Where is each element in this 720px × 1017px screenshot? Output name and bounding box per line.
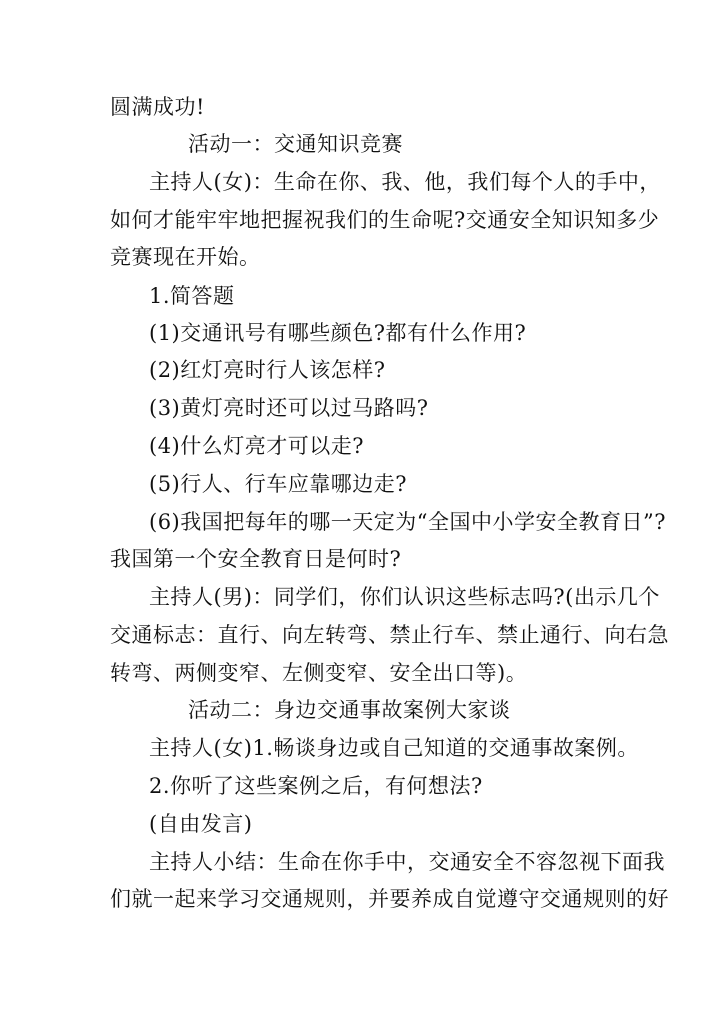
list-item: (5)行人、行车应靠哪边走? — [149, 472, 408, 496]
list-item: (4)什么灯亮才可以走? — [149, 434, 365, 458]
text-line: 竞赛现在开始。 — [110, 245, 261, 269]
text-line: 如何才能牢牢地把握祝我们的生命呢?交通安全知识知多少 — [110, 208, 660, 232]
text-line: (自由发言) — [149, 812, 253, 836]
text-line: 主持人(男)：同学们，你们认识这些标志吗?(出示几个 — [149, 585, 660, 609]
list-item: (6)我国把每年的哪一天定为“全国中小学安全教育日”? — [149, 510, 666, 534]
list-item: (2)红灯亮时行人该怎样? — [149, 358, 386, 382]
text-line: 主持人小结：生命在你手中，交通安全不容忽视下面我 — [149, 850, 665, 874]
text-line: 2.你听了这些案例之后，有何想法? — [149, 774, 483, 798]
text-line: 圆满成功! — [110, 95, 205, 119]
text-line: 主持人(女)1.畅谈身边或自己知道的交通事故案例。 — [149, 736, 639, 760]
list-item: (3)黄灯亮时还可以过马路吗? — [149, 396, 429, 420]
text-line: 交通标志：直行、向左转弯、禁止行车、禁止通行、向右急 — [110, 623, 669, 647]
section-heading: 活动二：身边交通事故案例大家谈 — [188, 698, 511, 722]
text-line: 主持人(女)：生命在你、我、他，我们每个人的手中， — [149, 170, 661, 194]
text-line: 我国第一个安全教育日是何时? — [110, 547, 402, 571]
text-line: 转弯、两侧变窄、左侧变窄、安全出口等)。 — [110, 661, 528, 685]
list-item: (1)交通讯号有哪些颜色?都有什么作用? — [149, 321, 527, 345]
section-heading: 活动一：交通知识竞赛 — [188, 132, 403, 156]
text-line: 们就一起来学习交通规则，并要养成自觉遵守交通规则的好 — [110, 887, 669, 911]
text-line: 1.简答题 — [149, 284, 235, 308]
